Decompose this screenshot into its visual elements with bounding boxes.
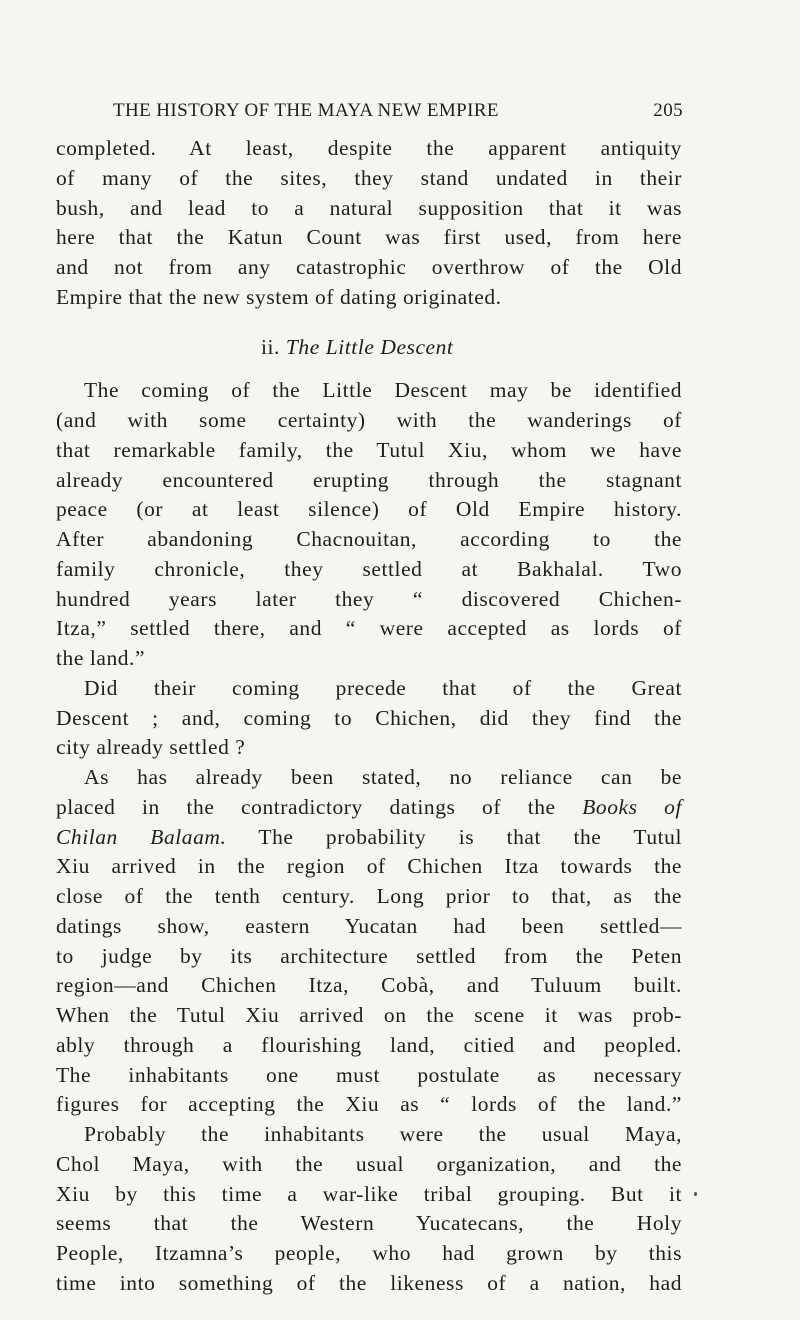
text-line: already encountered erupting through the stagnant	[56, 467, 682, 492]
text-line: time into something of the likeness of a nation, had	[56, 1270, 682, 1295]
text-line: completed. At least, despite the apparent antiquity	[56, 136, 682, 160]
text-line: The inhabitants one must postulate as necessary	[56, 1062, 682, 1087]
text-line: As has already been stated, no reliance can be	[84, 765, 682, 789]
text-line: datings show, eastern Yucatan had been settled—	[56, 913, 682, 938]
text-line: Did their coming precede that of the Great	[84, 675, 682, 700]
text-line: of many of the sites, they stand undated in their	[56, 165, 682, 190]
section-heading	[56, 333, 682, 363]
text-line: Empire that the new system of dating originated.	[56, 284, 502, 309]
text-line: bush, and lead to a natural supposition that it was	[56, 195, 682, 220]
text-line: People, Itzamna’s people, who had grown by this	[56, 1241, 682, 1265]
text-line: When the Tutul Xiu arrived on the scene it was prob-	[56, 1003, 682, 1027]
text-line: city already settled ?	[56, 735, 246, 760]
text-run: placed in the contradictory datings of the	[56, 794, 583, 819]
book-title-italic: Chilan Balaam.	[56, 824, 227, 849]
text-line: Xiu arrived in the region of Chichen Itza towards the	[56, 854, 682, 879]
text-line: Probably the inhabitants were the usual Maya,	[84, 1122, 682, 1146]
text-line: that remarkable family, the Tutul Xiu, whom we have	[56, 437, 682, 462]
print-speck	[694, 1192, 697, 1196]
text-line: close of the tenth century. Long prior to that, as the	[56, 884, 682, 908]
text-run: The probability is that the Tutul	[226, 824, 682, 849]
text-line: the land.”	[56, 646, 146, 670]
text-line: The coming of the Little Descent may be identified	[84, 378, 682, 403]
text-line: Chol Maya, with the usual organization, and the	[56, 1151, 682, 1176]
text-line	[56, 823, 682, 853]
text-line: After abandoning Chacnouitan, according to the	[56, 527, 682, 551]
text-line: Descent ; and, coming to Chichen, did they find the	[56, 705, 682, 730]
text-line: figures for accepting the Xiu as “ lords of the land.”	[56, 1092, 682, 1117]
text-line: ably through a flourishing land, citied and peopled.	[56, 1032, 682, 1057]
text-line: region—and Chichen Itza, Cobà, and Tuluum built.	[56, 973, 682, 998]
text-line: to judge by its architecture settled from the Peten	[56, 943, 682, 968]
text-line: family chronicle, they settled at Bakhalal. Two	[56, 556, 682, 581]
section-number: ii.	[261, 334, 280, 359]
text-line: seems that the Western Yucatecans, the Holy	[56, 1211, 682, 1236]
text-line: (and with some certainty) with the wanderings of	[56, 408, 682, 432]
book-title-italic: Books of	[582, 794, 683, 819]
text-line: here that the Katun Count was first used, from here	[56, 225, 682, 250]
text-line	[56, 793, 682, 823]
body-text	[56, 134, 682, 1299]
text-line: and not from any catastrophic overthrow of the Old	[56, 255, 682, 279]
text-line: Xiu by this time a war-like tribal grouping. But it	[56, 1181, 682, 1206]
page-number: 205	[653, 100, 683, 121]
text-line: Itza,” settled there, and “ were accepted as lords of	[56, 616, 682, 641]
section-title: The Little Descent	[285, 334, 454, 359]
running-head	[113, 99, 683, 123]
text-line: peace (or at least silence) of Old Empire history.	[56, 497, 682, 522]
text-line: hundred years later they “ discovered Chichen-	[56, 586, 682, 611]
running-title: THE HISTORY OF THE MAYA NEW EMPIRE	[113, 100, 499, 121]
